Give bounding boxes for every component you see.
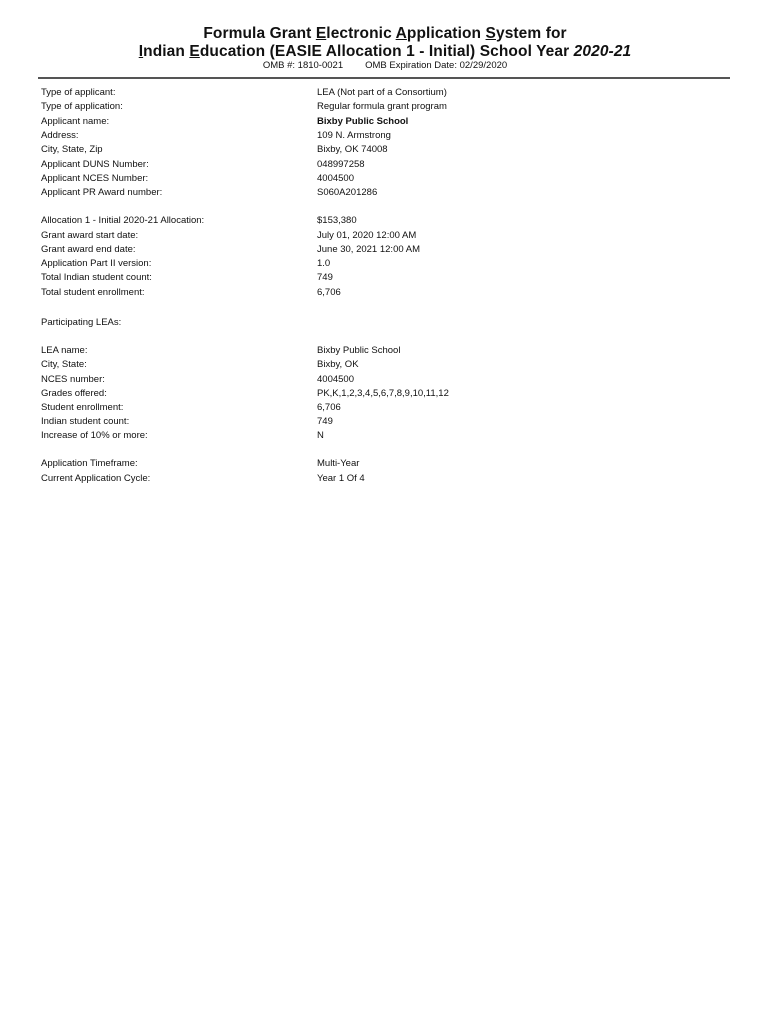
field-row <box>0 243 770 257</box>
field-value: July 01, 2020 12:00 AM <box>317 230 417 241</box>
omb-expiration: OMB Expiration Date: 02/29/2020 <box>365 60 508 71</box>
header-divider <box>38 77 730 79</box>
field-value: S060A201286 <box>317 187 378 198</box>
field-label: Applicant NCES Number: <box>41 173 149 184</box>
field-label: Allocation 1 - Initial 2020-21 Allocation: <box>41 215 205 226</box>
field-value: 6,706 <box>317 402 341 413</box>
school-year: 2020-21 <box>573 43 632 60</box>
field-row <box>0 387 770 401</box>
field-row <box>0 214 770 228</box>
field-value: 109 N. Armstrong <box>317 130 391 141</box>
field-label: Applicant PR Award number: <box>41 187 163 198</box>
field-row <box>0 401 770 415</box>
field-value: Bixby, OK <box>317 359 359 370</box>
document-title-line-2: Indian Education (EASIE Allocation 1 - Initial) School Year 2020-21 <box>138 43 632 60</box>
omb-number: OMB #: 1810-0021 <box>262 60 344 71</box>
field-value: 4004500 <box>317 173 354 184</box>
field-label: City, State, Zip <box>41 144 103 155</box>
field-label: Student enrollment: <box>41 402 124 413</box>
field-row <box>0 344 770 358</box>
field-row <box>0 100 770 114</box>
field-value: 4004500 <box>317 374 354 385</box>
field-label: Application Part II version: <box>41 258 152 269</box>
field-value: 749 <box>317 272 333 283</box>
omb-info <box>0 60 770 72</box>
field-label: Address: <box>41 130 79 141</box>
field-row <box>0 429 770 443</box>
field-value: Regular formula grant program <box>317 101 447 112</box>
field-row <box>0 286 770 300</box>
field-value: $153,380 <box>317 215 357 226</box>
field-value: Year 1 Of 4 <box>317 473 365 484</box>
field-value: 6,706 <box>317 287 341 298</box>
field-label: Applicant DUNS Number: <box>41 159 149 170</box>
field-value: 1.0 <box>317 258 331 269</box>
document-title-line-1: Formula Grant Electronic Application System for <box>203 25 567 42</box>
field-label: Type of applicant: <box>41 87 116 98</box>
field-label: Indian student count: <box>41 416 130 427</box>
field-row <box>0 472 770 486</box>
field-row <box>0 186 770 200</box>
field-label: Grades offered: <box>41 388 107 399</box>
field-row <box>0 129 770 143</box>
field-row <box>0 86 770 100</box>
field-row <box>0 373 770 387</box>
field-label: Type of application: <box>41 101 123 112</box>
field-label: Current Application Cycle: <box>41 473 151 484</box>
field-value: LEA (Not part of a Consortium) <box>317 87 447 98</box>
field-value: N <box>317 430 324 441</box>
field-row <box>0 457 770 471</box>
section-heading <box>0 316 770 330</box>
field-row <box>0 358 770 372</box>
field-label: LEA name: <box>41 345 88 356</box>
field-label: Grant award end date: <box>41 244 136 255</box>
field-row <box>0 257 770 271</box>
field-row <box>0 143 770 157</box>
applicant-name-value: Bixby Public School <box>317 116 409 127</box>
field-row <box>0 415 770 429</box>
field-row <box>0 271 770 285</box>
field-label: City, State: <box>41 359 87 370</box>
field-value: PK,K,1,2,3,4,5,6,7,8,9,10,11,12 <box>317 388 449 399</box>
field-value: 048997258 <box>317 159 365 170</box>
field-label: Grant award start date: <box>41 230 139 241</box>
field-row <box>0 115 770 129</box>
field-label: Application Timeframe: <box>41 458 138 469</box>
field-value: June 30, 2021 12:00 AM <box>317 244 420 255</box>
field-value: Bixby Public School <box>317 345 401 356</box>
field-label: Total student enrollment: <box>41 287 145 298</box>
field-label: Increase of 10% or more: <box>41 430 148 441</box>
field-value: Bixby, OK 74008 <box>317 144 388 155</box>
field-label: Total Indian student count: <box>41 272 152 283</box>
field-value: 749 <box>317 416 333 427</box>
field-label: Applicant name: <box>41 116 110 127</box>
field-row <box>0 172 770 186</box>
field-row <box>0 158 770 172</box>
field-value: Multi-Year <box>317 458 360 469</box>
field-label: NCES number: <box>41 374 105 385</box>
participating-leas-heading: Participating LEAs: <box>41 317 122 328</box>
field-row <box>0 229 770 243</box>
